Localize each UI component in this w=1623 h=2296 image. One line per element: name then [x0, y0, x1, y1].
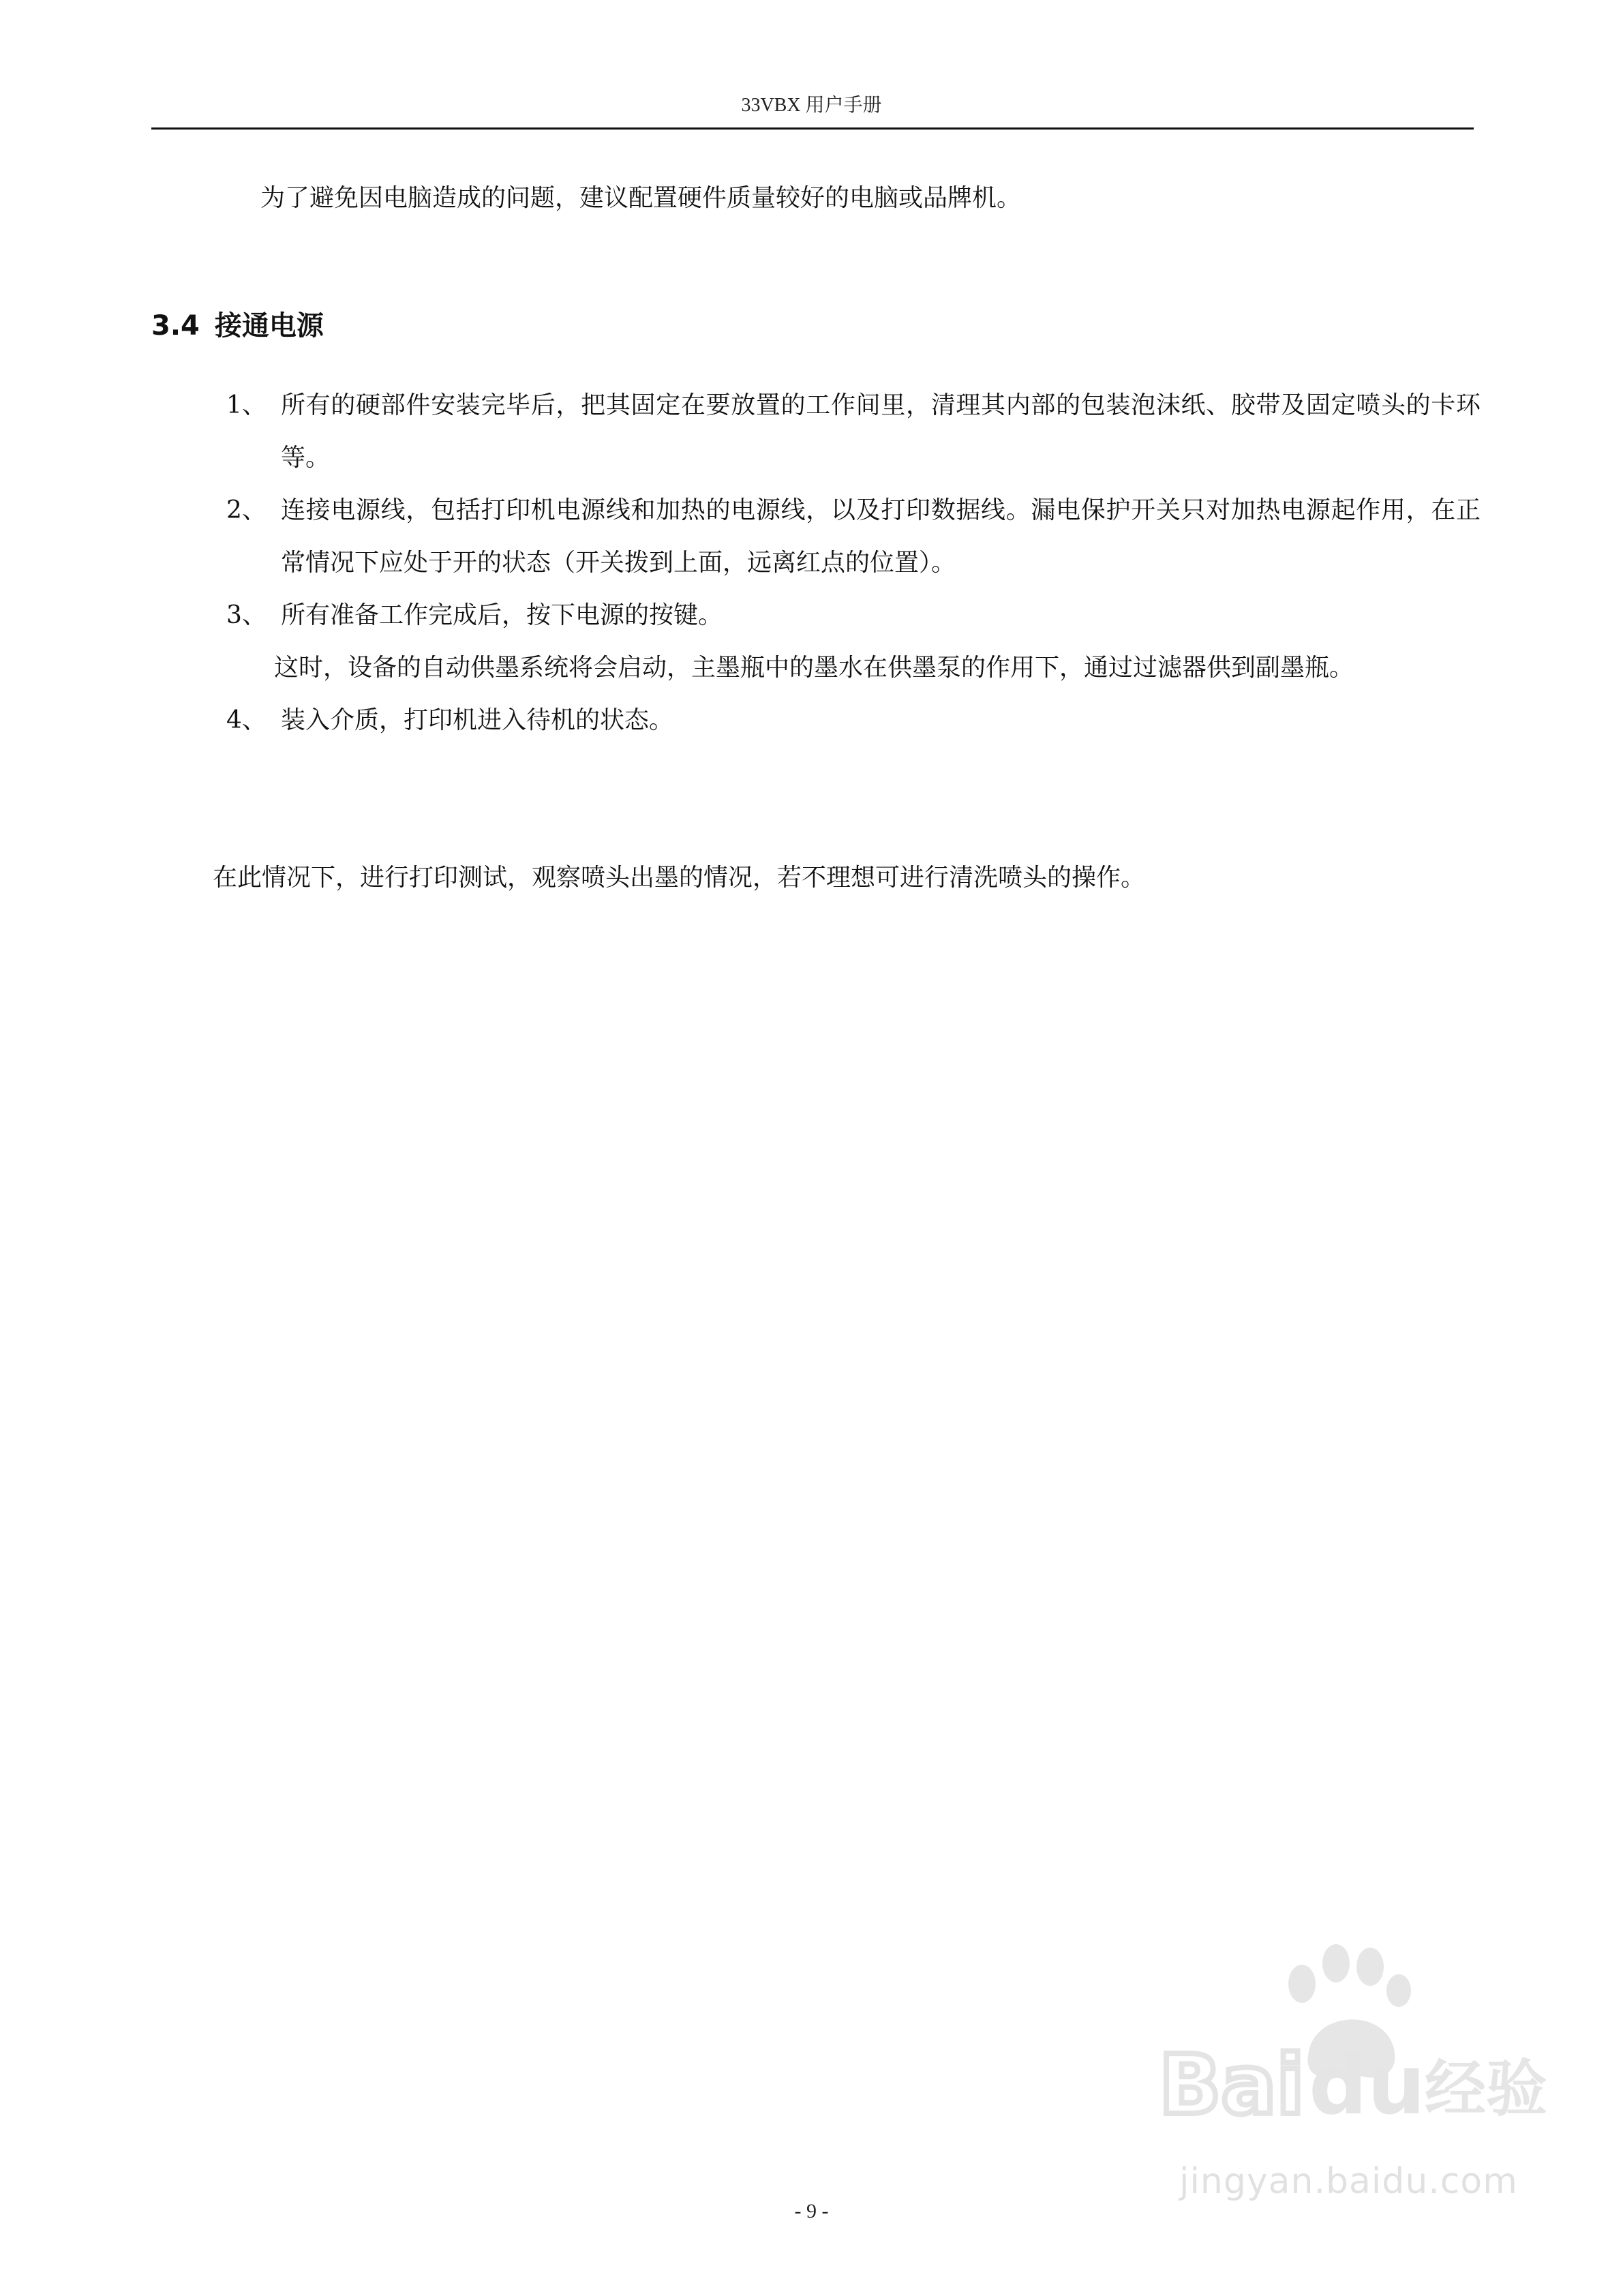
closing-paragraph: 在此情况下，进行打印测试，观察喷头出墨的情况，若不理想可进行清洗喷头的操作。 [213, 864, 1146, 892]
list-item-note: 这时，设备的自动供墨系统将会启动，主墨瓶中的墨水在供墨泵的作用下，通过过滤器供到副墨瓶。 [274, 654, 1354, 682]
watermark-url: jingyan.baidu.com [1179, 2161, 1518, 2202]
header-title: 33VBX 用户手册 [741, 95, 882, 116]
section-number: 3.4 [151, 310, 200, 342]
header-rule [151, 127, 1474, 130]
list-item [226, 379, 1481, 484]
list-item-number: 3、 [226, 601, 267, 629]
list-item-number: 2、 [226, 496, 267, 524]
list-item-text: 所有准备工作完成后，按下电源的按键。 [281, 601, 723, 629]
list-item-text: 连接电源线，包括打印机电源线和加热的电源线，以及打印数据线。漏电保护开关只对加热电源起作用，在正常情况下应处于开的状态（开关拨到上面，远离红点的位置）。 [281, 496, 1481, 577]
page-number: - 9 - [794, 2200, 829, 2222]
svg-text:du: du [1309, 2038, 1426, 2133]
list-item [226, 694, 1481, 746]
steps-list [226, 379, 1481, 746]
list-item-text: 所有的硬部件安装完毕后，把其固定在要放置的工作间里，清理其内部的包装泡沫纸、胶带及固定喷头的卡环等。 [281, 391, 1481, 472]
intro-paragraph: 为了避免因电脑造成的问题，建议配置硬件质量较好的电脑或品牌机。 [260, 184, 1022, 212]
section-title: 接通电源 [214, 310, 324, 342]
list-item [226, 484, 1481, 589]
list-item-number: 4、 [226, 706, 267, 734]
list-item-text: 装入介质，打印机进入待机的状态。 [281, 706, 674, 734]
list-item-number: 1、 [226, 391, 267, 419]
svg-text:经验: 经验 [1425, 2053, 1547, 2125]
watermark [1152, 1936, 1561, 2222]
section-heading [151, 307, 324, 345]
list-item [226, 589, 1481, 694]
svg-text:Bai: Bai [1159, 2038, 1305, 2133]
baidu-jingyan-logo [1152, 1936, 1561, 2141]
